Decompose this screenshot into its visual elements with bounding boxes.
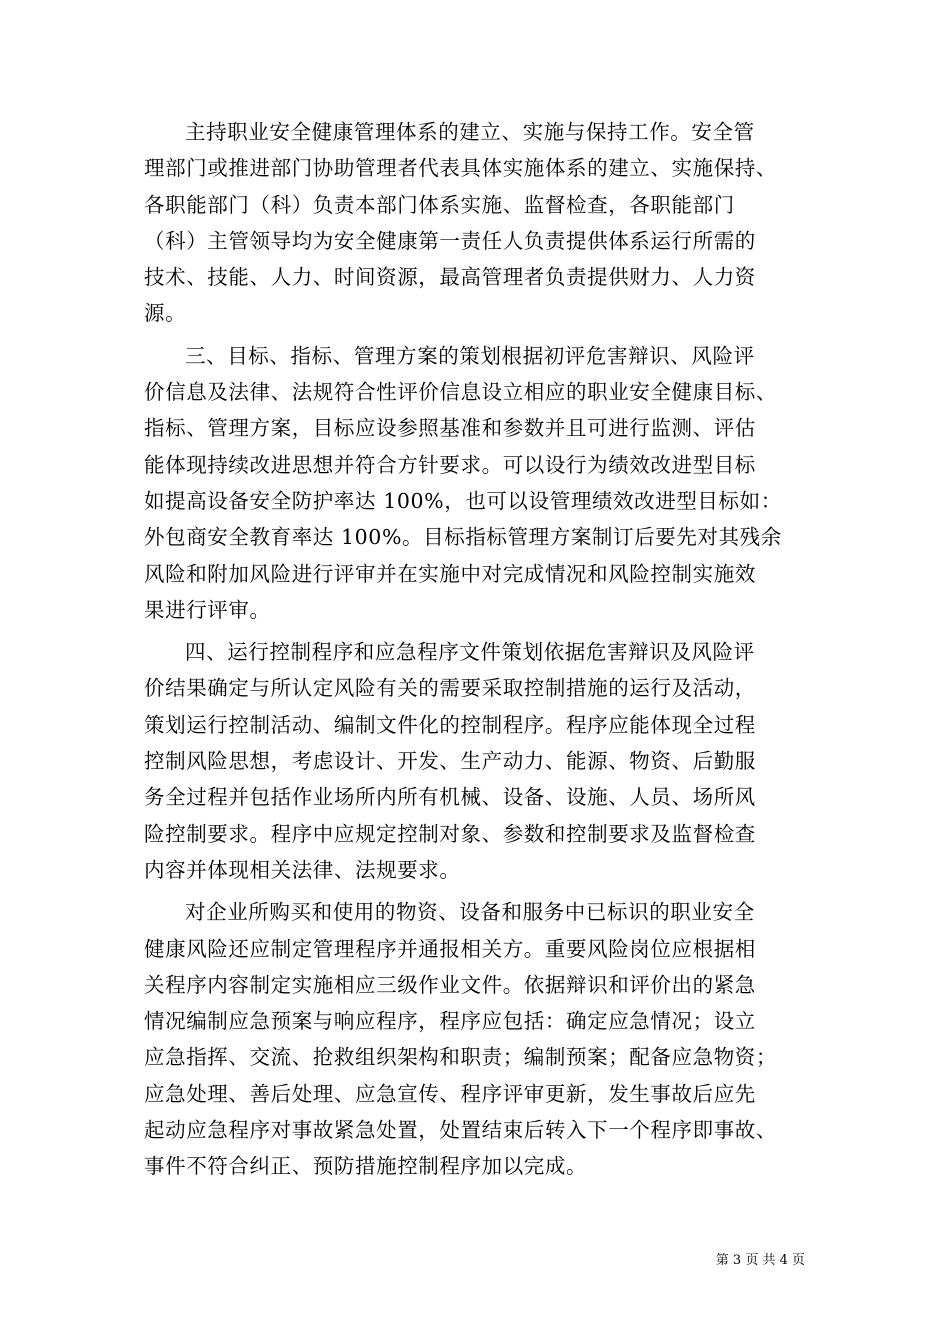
text-line: 能体现持续改进思想并符合方针要求。可以设行为绩效改进型目标	[144, 452, 756, 477]
text-line: 关程序内容制定实施相应三级作业文件。依据辩识和评价出的紧急	[144, 972, 756, 997]
text-line: 健康风险还应制定管理程序并通报相关方。重要风险岗位应根据相	[144, 936, 756, 961]
page-number: 第 3 页 共 4 页	[715, 1253, 805, 1268]
text-line: 主持职业安全健康管理体系的建立、实施与保持工作。安全管	[185, 120, 755, 144]
text-line: 对企业所购买和使用的物资、设备和服务中已标识的职业安全	[185, 900, 755, 925]
text-line: 果进行评审。	[144, 597, 271, 622]
text-line: 策划运行控制活动、编制文件化的控制程序。程序应能体现全过程	[144, 712, 756, 737]
text-line: 价结果确定与所认定风险有关的需要采取控制措施的运行及活动，	[144, 676, 756, 701]
paragraph-3	[144, 634, 814, 888]
document-body	[144, 114, 814, 1185]
text-line: 应急处理、善后处理、应急宣传、程序评审更新，发生事故后应先	[144, 1081, 756, 1106]
text-line: 源。	[144, 301, 187, 326]
text-line: 内容并体现相关法律、法规要求。	[144, 857, 461, 882]
text-line: 技术、技能、人力、时间资源，最高管理者负责提供财力、人力资	[144, 265, 756, 290]
text-line: 事件不符合纠正、预防措施控制程序加以完成。	[144, 1154, 588, 1179]
text-line: 控制风险思想，考虑设计、开发、生产动力、能源、物资、后勤服	[144, 749, 756, 774]
text-line: 各职能部门（科）负责本部门体系实施、监督检查，各职能部门	[144, 192, 735, 217]
text-line: 如提高设备安全防护率达 100%，也可以设管理绩效改进型目标如：	[144, 488, 782, 513]
text-line: 风险和附加风险进行评审并在实施中对完成情况和风险控制实施效	[144, 561, 756, 586]
text-line: 价信息及法律、法规符合性评价信息设立相应的职业安全健康目标、	[144, 380, 777, 405]
paragraph-1	[144, 114, 814, 332]
text-line: 外包商安全教育率达 100%。目标指标管理方案制订后要先对其残余	[144, 525, 782, 550]
paragraph-2	[144, 338, 814, 628]
text-line: 务全过程并包括作业场所内所有机械、设备、设施、人员、场所风	[144, 785, 756, 810]
text-line: 应急指挥、交流、抢救组织架构和职责；编制预案；配备应急物资；	[144, 1045, 777, 1070]
text-line: 三、目标、指标、管理方案的策划根据初评危害辩识、风险评	[185, 343, 755, 368]
text-line: 情况编制应急预案与响应程序，程序应包括：确定应急情况；设立	[144, 1009, 756, 1034]
text-line: 理部门或推进部门协助管理者代表具体实施体系的建立、实施保持、	[144, 156, 777, 181]
text-line: 指标、管理方案，目标应设参照基准和参数并且可进行监测、评估	[144, 416, 756, 441]
text-line: 四、运行控制程序和应急程序文件策划依据危害辩识及风险评	[185, 640, 755, 665]
paragraph-4	[144, 894, 814, 1184]
text-line: （科）主管领导均为安全健康第一责任人负责提供体系运行所需的	[144, 228, 756, 253]
text-line: 险控制要求。程序中应规定控制对象、参数和控制要求及监督检查	[144, 821, 756, 846]
text-line: 起动应急程序对事故紧急处置，处置结束后转入下一个程序即事故、	[144, 1118, 777, 1143]
